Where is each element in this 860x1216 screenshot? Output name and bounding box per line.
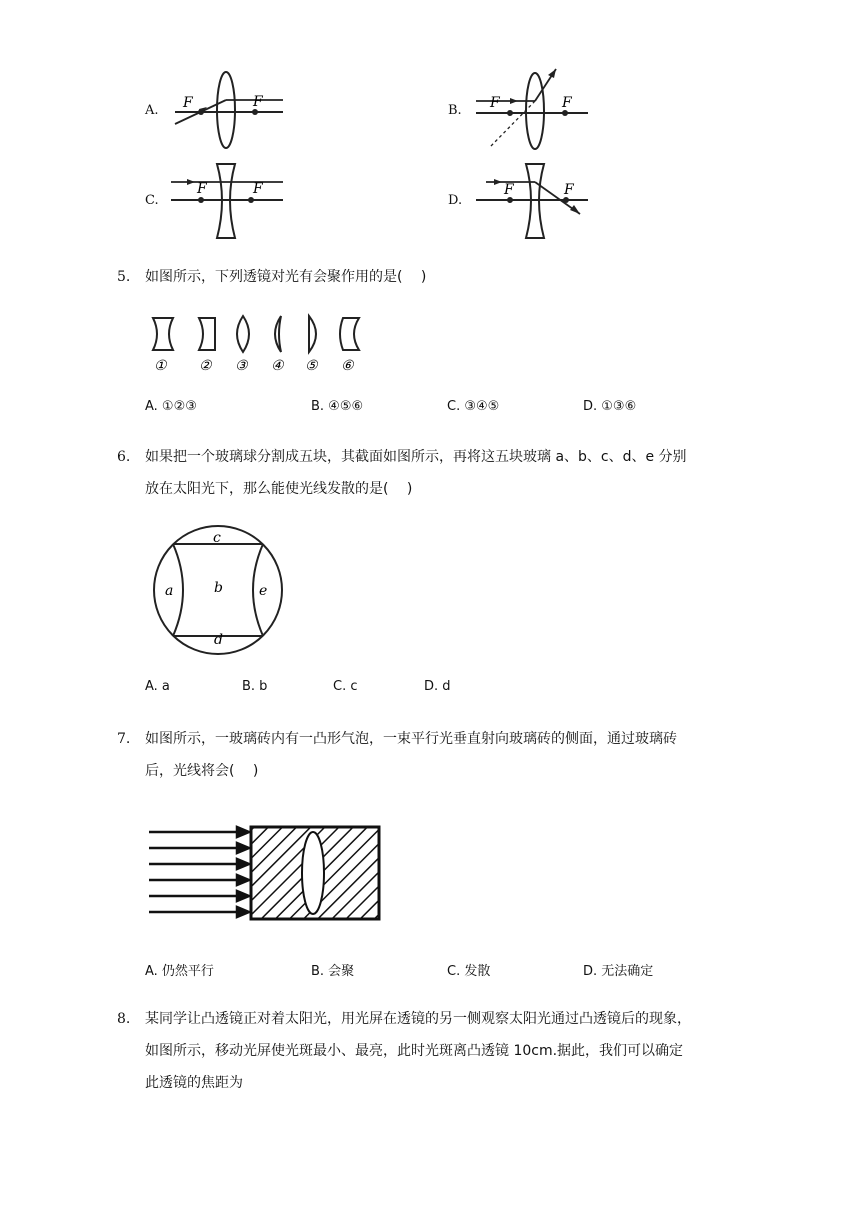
- option-b[interactable]: B. b: [242, 679, 268, 694]
- lens-1-biconcave: [153, 318, 173, 350]
- question-text-line1: 如果把一个玻璃球分割成五块，其截面如图所示，再将这五块玻璃 a、b、c、d、e 分别: [145, 449, 687, 465]
- lens-label: ③: [235, 358, 248, 374]
- option-a[interactable]: A. 仍然平行: [145, 964, 214, 979]
- convex-lens-diagram-b: [470, 65, 595, 160]
- parallel-light-rays: [149, 827, 249, 917]
- option-label: B.: [448, 103, 462, 118]
- question-text-line1: 某同学让凸透镜正对着太阳光，用光屏在透镜的另一侧观察太阳光通过凸透镜后的现象，: [145, 1011, 691, 1027]
- option-c[interactable]: C. ③④⑤: [447, 399, 500, 414]
- concave-lens-diagram-d: [470, 160, 595, 245]
- question-text-line2: 后，光线将会( ): [145, 763, 259, 779]
- question-text-line2: 如图所示，移动光屏使光斑最小、最亮，此时光斑离凸透镜 10cm.据此，我们可以确定: [145, 1043, 684, 1059]
- option-d[interactable]: D. 无法确定: [583, 964, 654, 979]
- glass-sphere-figure: [148, 520, 288, 660]
- lens-label: ④: [271, 358, 284, 374]
- region-label-c: c: [213, 530, 221, 546]
- question-number: 7.: [117, 731, 131, 747]
- focal-label: F: [197, 181, 207, 197]
- question-number: 8.: [117, 1011, 131, 1027]
- focal-label: F: [490, 95, 500, 111]
- lens-5-plano-convex: [309, 316, 316, 352]
- lens-3-biconvex: [237, 316, 249, 352]
- option-label: A.: [145, 103, 159, 118]
- option-c[interactable]: C. 发散: [447, 964, 491, 979]
- option-c[interactable]: C. c: [333, 679, 358, 694]
- concave-lens-diagram-c: [165, 160, 290, 245]
- lens-label: ⑤: [305, 358, 318, 374]
- region-label-b: b: [214, 580, 223, 596]
- lens-label: ⑥: [341, 358, 354, 374]
- region-label-a: a: [165, 583, 174, 599]
- glass-brick-figure: [145, 822, 385, 924]
- focal-label: F: [562, 95, 572, 111]
- lens-4-meniscus: [275, 316, 281, 352]
- option-label: D.: [448, 193, 463, 208]
- question-text-line1: 如图所示，一玻璃砖内有一凸形气泡，一束平行光垂直射向玻璃砖的侧面，通过玻璃砖: [145, 731, 677, 747]
- option-a[interactable]: A. ①②③: [145, 399, 197, 414]
- option-d[interactable]: D. ①③⑥: [583, 399, 637, 414]
- lens-label: ①: [154, 358, 167, 374]
- region-label-e: e: [259, 583, 268, 599]
- focal-label: F: [253, 94, 263, 110]
- question-number: 6.: [117, 449, 131, 465]
- option-a[interactable]: A. a: [145, 679, 170, 694]
- focal-label: F: [564, 182, 574, 198]
- lens-label: ②: [199, 358, 212, 374]
- focal-label: F: [253, 181, 263, 197]
- region-label-d: d: [214, 632, 223, 648]
- option-b[interactable]: B. ④⑤⑥: [311, 399, 364, 414]
- question-number: 5.: [117, 269, 131, 285]
- lens-shapes-figure: [143, 310, 373, 380]
- option-label: C.: [145, 193, 159, 208]
- focal-label: F: [504, 182, 514, 198]
- focal-label: F: [183, 95, 193, 111]
- lens-6-concave-meniscus: [340, 318, 359, 350]
- lens-2-plano-concave: [199, 318, 215, 350]
- option-b[interactable]: B. 会聚: [311, 964, 355, 979]
- convex-lens-diagram-a: [165, 68, 290, 158]
- question-text: 如图所示，下列透镜对光有会聚作用的是( ): [145, 269, 427, 285]
- question-text-line2: 放在太阳光下，那么能使光线发散的是( ): [145, 481, 413, 497]
- option-d[interactable]: D. d: [424, 679, 451, 694]
- question-text-line3: 此透镜的焦距为: [145, 1075, 243, 1091]
